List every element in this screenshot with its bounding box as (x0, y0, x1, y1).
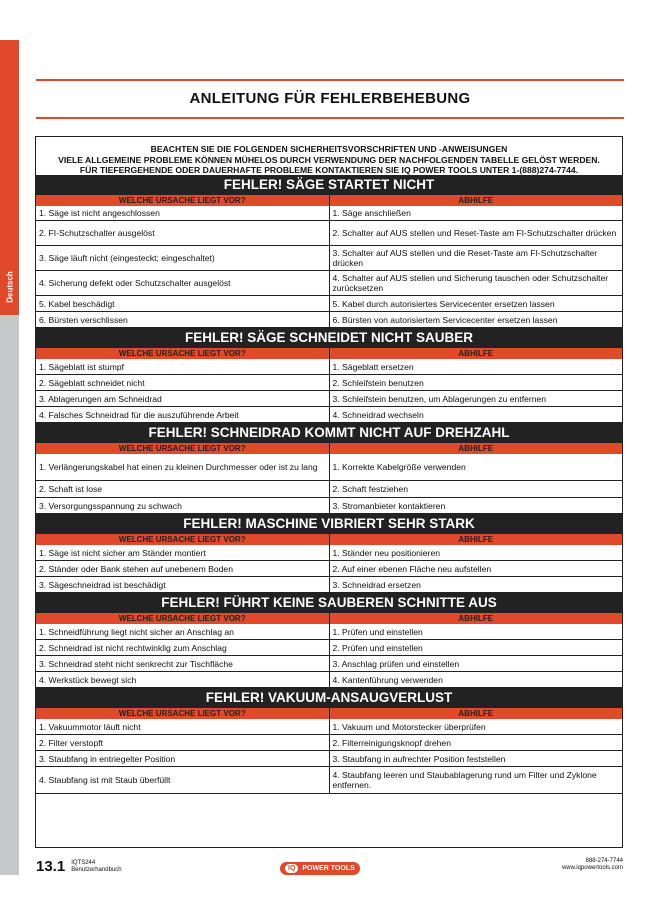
cause-cell: 4. Staubfang ist mit Staub überfüllt (36, 767, 330, 793)
cause-cell: 3. Säge läuft nicht (eingesteckt; eingeschaltet) (36, 246, 330, 270)
table-row (36, 672, 622, 688)
section-title: FEHLER! SCHNEIDRAD KOMMT NICHT AUF DREHZAHL (36, 423, 622, 443)
remedy-cell: 3. Schalter auf AUS stellen und die Reset-Taste am FI-Schutzschalter drücken (332, 248, 598, 268)
table-row (36, 640, 622, 656)
cause-cell: 1. Vakuummotor läuft nicht (36, 719, 330, 734)
title-rule (36, 117, 624, 119)
table-row (36, 454, 622, 481)
cause-cell: 1. Säge ist nicht sicher am Ständer montiert (36, 545, 330, 560)
top-rule (36, 79, 624, 81)
column-header-row (36, 708, 622, 719)
table-row (36, 359, 622, 375)
table-row (36, 221, 622, 246)
remedy-cell: 1. Vakuum und Motorstecker überprüfen (332, 721, 486, 732)
brand-badge (280, 862, 360, 875)
table-row (36, 767, 622, 794)
cause-cell: 5. Kabel beschädigt (36, 296, 330, 311)
remedy-cell: 2. Auf einer ebenen Fläche neu aufstellen (332, 563, 492, 574)
table-row (36, 312, 622, 328)
remedy-cell: 1. Ständer neu positionieren (332, 547, 440, 558)
table-row (36, 246, 622, 271)
remedy-cell: 6. Bürsten von autorisiertem Servicecenter ersetzen lassen (332, 314, 558, 325)
model-number: IQTS244 (71, 859, 96, 866)
column-header-row (36, 443, 622, 454)
cause-cell: 1. Sägeblatt ist stumpf (36, 359, 330, 374)
manual-label: Benutzerhandbuch (71, 866, 122, 873)
cause-cell: 3. Versorgungsspannung zu schwach (36, 498, 330, 513)
column-header-remedy: ABHILFE (458, 349, 494, 358)
intro-line: VIELE ALLGEMEINE PROBLEME KÖNNEN MÜHELOS DURCH VERWENDUNG DER NACHFOLGENDEN TABELLE GELÖST WERDEN. (58, 154, 600, 165)
brand-text: POWER TOOLS (302, 865, 355, 872)
column-header-cause: WELCHE URSACHE LIEGT VOR? (36, 348, 330, 359)
table-row (36, 545, 622, 561)
table-row (36, 656, 622, 672)
footer-meta (71, 860, 121, 874)
table-row (36, 735, 622, 751)
table-row (36, 407, 622, 423)
column-header-cause: WELCHE URSACHE LIEGT VOR? (36, 708, 330, 719)
cause-cell: 3. Ablagerungen am Schneidrad (36, 391, 330, 406)
remedy-cell: 1. Säge anschließen (332, 208, 411, 218)
section-title: FEHLER! VAKUUM-ANSAUGVERLUST (36, 688, 622, 708)
brand-logo (280, 862, 360, 875)
language-tab (0, 260, 19, 314)
column-header-row (36, 534, 622, 545)
side-tab-grey (0, 315, 19, 875)
remedy-cell: 2. Filterreinigungsknopf drehen (332, 737, 451, 748)
table-row (36, 719, 622, 735)
cause-cell: 6. Bürsten verschlissen (36, 312, 330, 327)
footer-web: www.iqpowertools.com (561, 865, 623, 871)
remedy-cell: 3. Anschlag prüfen und einstellen (332, 658, 460, 669)
section-title: FEHLER! FÜHRT KEINE SAUBEREN SCHNITTE AUS (36, 593, 622, 613)
remedy-cell: 3. Schleifstein benutzen, um Ablagerungen zu entfernen (332, 393, 547, 404)
remedy-cell: 3. Schneidrad ersetzen (332, 579, 421, 590)
cause-cell: 3. Sägeschneidrad ist beschädigt (36, 577, 330, 592)
remedy-cell: 2. Prüfen und einstellen (332, 642, 423, 653)
cause-cell: 2. FI-Schutzschalter ausgelöst (36, 221, 330, 245)
remedy-cell: 4. Staubfang leeren und Staubablagerung rund um Filter und Zyklone entfernen. (332, 770, 597, 790)
brand-iq: IQ (285, 864, 298, 873)
remedy-cell: 2. Schleifstein benutzen (332, 377, 424, 388)
table-row (36, 296, 622, 312)
intro-line: FÜR TIEFERGEHENDE ODER DAUERHAFTE PROBLEME KONTAKTIEREN SIE IQ POWER TOOLS UNTER 1-(888)274-7744. (79, 165, 579, 175)
cause-cell: 4. Falsches Schneidrad für die auszuführende Arbeit (36, 407, 330, 422)
cause-cell: 1. Verlängerungskabel hat einen zu kleinen Durchmesser oder ist zu lang (36, 454, 330, 480)
column-header-cause: WELCHE URSACHE LIEGT VOR? (36, 613, 330, 624)
cause-cell: 2. Schneidrad ist nicht rechtwinklig zum Anschlag (36, 640, 330, 655)
cause-cell: 4. Werkstück bewegt sich (36, 672, 330, 687)
column-header-remedy: ABHILFE (458, 444, 494, 453)
footer-right (562, 858, 623, 872)
column-header-cause: WELCHE URSACHE LIEGT VOR? (36, 443, 330, 454)
remedy-cell: 5. Kabel durch autorisiertes Servicecenter ersetzen lassen (332, 298, 555, 309)
footer-left (36, 858, 122, 875)
column-header-row (36, 195, 622, 206)
column-header-row (36, 613, 622, 624)
cause-cell: 1. Säge ist nicht angeschlossen (36, 206, 330, 220)
section-title: FEHLER! MASCHINE VIBRIERT SEHR STARK (36, 514, 622, 534)
cause-cell: 1. Schneidführung liegt nicht sicher an Anschlag an (36, 624, 330, 639)
column-header-remedy: ABHILFE (458, 709, 494, 718)
cause-cell: 2. Filter verstopft (36, 735, 330, 750)
cause-cell: 2. Sägeblatt schneidet nicht (36, 375, 330, 390)
cause-cell: 4. Sicherung defekt oder Schutzschalter ausgelöst (36, 271, 330, 295)
table-row (36, 577, 622, 593)
troubleshooting-table (35, 136, 623, 848)
remedy-cell: 4. Schalter auf AUS stellen und Sicherung tauschen oder Schutzschalter zurücksetzen (332, 273, 609, 293)
table-row (36, 481, 622, 498)
remedy-cell: 2. Schaft festziehen (332, 484, 408, 494)
intro-block (36, 137, 622, 175)
remedy-cell: 1. Sägeblatt ersetzen (332, 361, 414, 372)
column-header-cause: WELCHE URSACHE LIEGT VOR? (36, 534, 330, 545)
table-row (36, 391, 622, 407)
remedy-cell: 4. Schneidrad wechseln (332, 409, 424, 420)
column-header-row (36, 348, 622, 359)
column-header-remedy: ABHILFE (458, 196, 494, 205)
table-row (36, 271, 622, 296)
table-row (36, 498, 622, 514)
intro-line: BEACHTEN SIE DIE FOLGENDEN SICHERHEITSVORSCHRIFTEN UND -ANWEISUNGEN (150, 144, 508, 154)
table-row (36, 561, 622, 577)
sections-container (36, 175, 622, 794)
section-title: FEHLER! SÄGE SCHNEIDET NICHT SAUBER (36, 328, 622, 348)
remedy-cell: 3. Stromanbieter kontaktieren (332, 500, 446, 511)
remedy-cell: 4. Kantenführung verwenden (332, 674, 443, 685)
cause-cell: 3. Schneidrad steht nicht senkrecht zur Tischfläche (36, 656, 330, 671)
remedy-cell: 3. Staubfang in aufrechter Position feststellen (332, 753, 506, 764)
column-header-cause: WELCHE URSACHE LIEGT VOR? (36, 195, 330, 206)
remedy-cell: 1. Korrekte Kabelgröße verwenden (332, 462, 466, 472)
section-title: FEHLER! SÄGE STARTET NICHT (36, 175, 622, 195)
page-number: 13.1 (36, 858, 66, 875)
table-row (36, 751, 622, 767)
page-title: ANLEITUNG FÜR FEHLERBEHEBUNG (189, 90, 471, 107)
cause-cell: 2. Ständer oder Bank stehen auf unebenem Boden (36, 561, 330, 576)
column-header-remedy: ABHILFE (458, 535, 494, 544)
table-row (36, 206, 622, 221)
remedy-cell: 2. Schalter auf AUS stellen und Reset-Taste am FI-Schutzschalter drücken (332, 228, 617, 238)
table-row (36, 375, 622, 391)
language-label: Deutsch (5, 271, 14, 303)
table-row (36, 624, 622, 640)
remedy-cell: 1. Prüfen und einstellen (332, 626, 423, 637)
cause-cell: 3. Staubfang in entriegelter Position (36, 751, 330, 766)
column-header-remedy: ABHILFE (458, 614, 494, 623)
cause-cell: 2. Schaft ist lose (36, 481, 330, 497)
footer-phone: 888-274-7744 (585, 858, 623, 864)
